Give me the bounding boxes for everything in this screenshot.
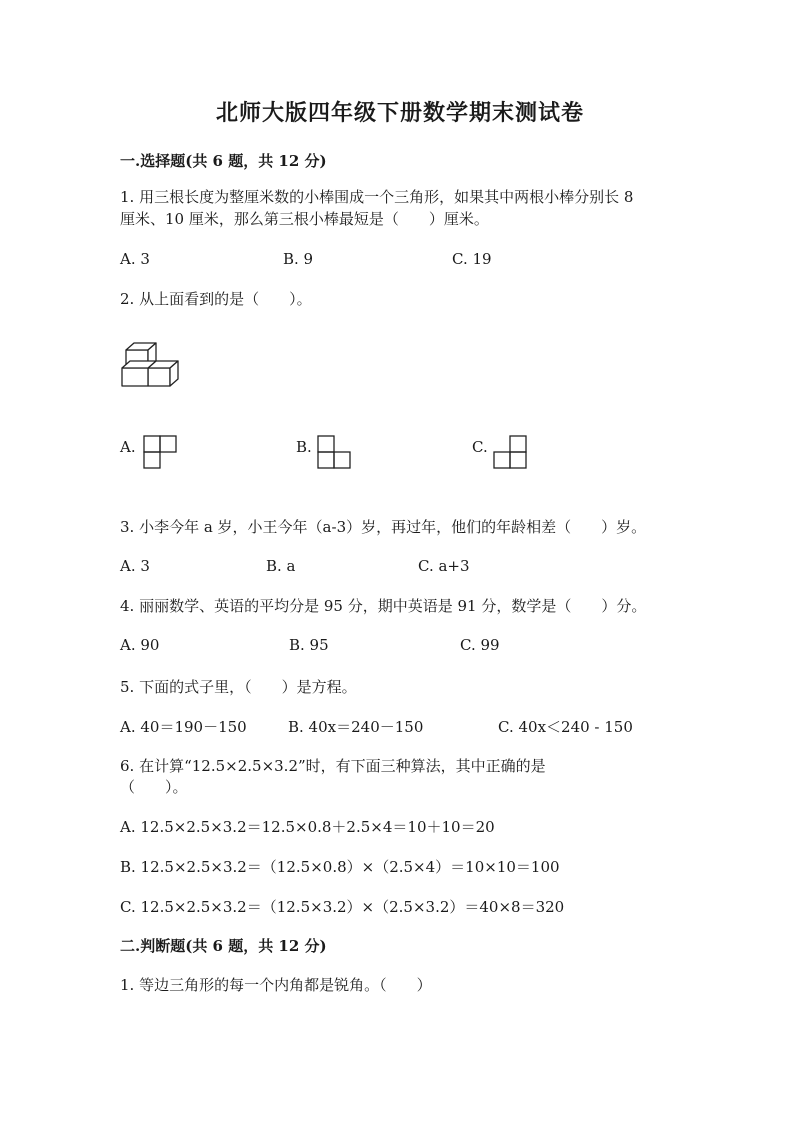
- question-4-text: 4. 丽丽数学、英语的平均分是 95 分，期中英语是 91 分，数学是（ ）分。: [120, 597, 647, 615]
- page-title: 北师大版四年级下册数学期末测试卷: [215, 100, 584, 126]
- question-1-line-1: 1. 用三根长度为整厘米数的小棒围成一个三角形，如果其中两根小棒分别长 8: [120, 188, 634, 206]
- question-6-option-a: A. 12.5×2.5×3.2＝12.5×0.8＋2.5×4＝10＋10＝20: [120, 818, 495, 836]
- question-2-option-a: A.: [120, 438, 136, 456]
- question-2-option-b: B.: [296, 438, 312, 456]
- question-1-option-a: A. 3: [120, 250, 150, 268]
- question-3-option-a: A. 3: [120, 557, 150, 575]
- question-4-option-a: A. 90: [120, 636, 160, 654]
- question-6-option-c: C. 12.5×2.5×3.2＝（12.5×3.2）×（2.5×3.2）＝40×8＝320: [120, 898, 565, 916]
- question-5-option-c: C. 40x＜240 - 150: [498, 718, 633, 736]
- view-option-b-figure: [316, 434, 354, 472]
- question-6-option-b: B. 12.5×2.5×3.2＝（12.5×0.8）×（2.5×4）＝10×10＝100: [120, 858, 560, 876]
- question-1-line-2: 厘米、10 厘米，那么第三根小棒最短是（ ）厘米。: [120, 210, 489, 228]
- question-3-option-c: C. a+3: [418, 557, 470, 575]
- section-heading-judgment: 二.判断题(共 6 题，共 12 分): [120, 937, 327, 955]
- question-3-option-b: B. a: [266, 557, 296, 575]
- question-6-line-1: 6. 在计算“12.5×2.5×3.2”时，有下面三种算法，其中正确的是: [120, 757, 546, 775]
- judgment-1-text: 1. 等边三角形的每一个内角都是锐角。（ ）: [120, 976, 432, 994]
- question-3-text: 3. 小李今年 a 岁，小王今年（a-3）岁，再过年，他们的年龄相差（ ）岁。: [120, 518, 647, 536]
- question-5-option-b: B. 40x＝240－150: [288, 718, 424, 736]
- view-option-a-figure: [142, 434, 180, 472]
- question-5-text: 5. 下面的式子里，（ ）是方程。: [120, 678, 357, 696]
- cube-stack-figure: [118, 338, 184, 390]
- question-4-option-c: C. 99: [460, 636, 500, 654]
- question-5-option-a: A. 40＝190－150: [120, 718, 247, 736]
- view-option-c-figure: [492, 434, 530, 472]
- question-1-option-c: C. 19: [452, 250, 492, 268]
- section-heading-choice: 一.选择题(共 6 题，共 12 分): [120, 152, 327, 170]
- question-2-option-c: C.: [472, 438, 488, 456]
- question-2-text: 2. 从上面看到的是（ ）。: [120, 290, 312, 308]
- question-6-line-2: （ ）。: [120, 778, 188, 796]
- question-4-option-b: B. 95: [289, 636, 329, 654]
- question-1-option-b: B. 9: [283, 250, 314, 268]
